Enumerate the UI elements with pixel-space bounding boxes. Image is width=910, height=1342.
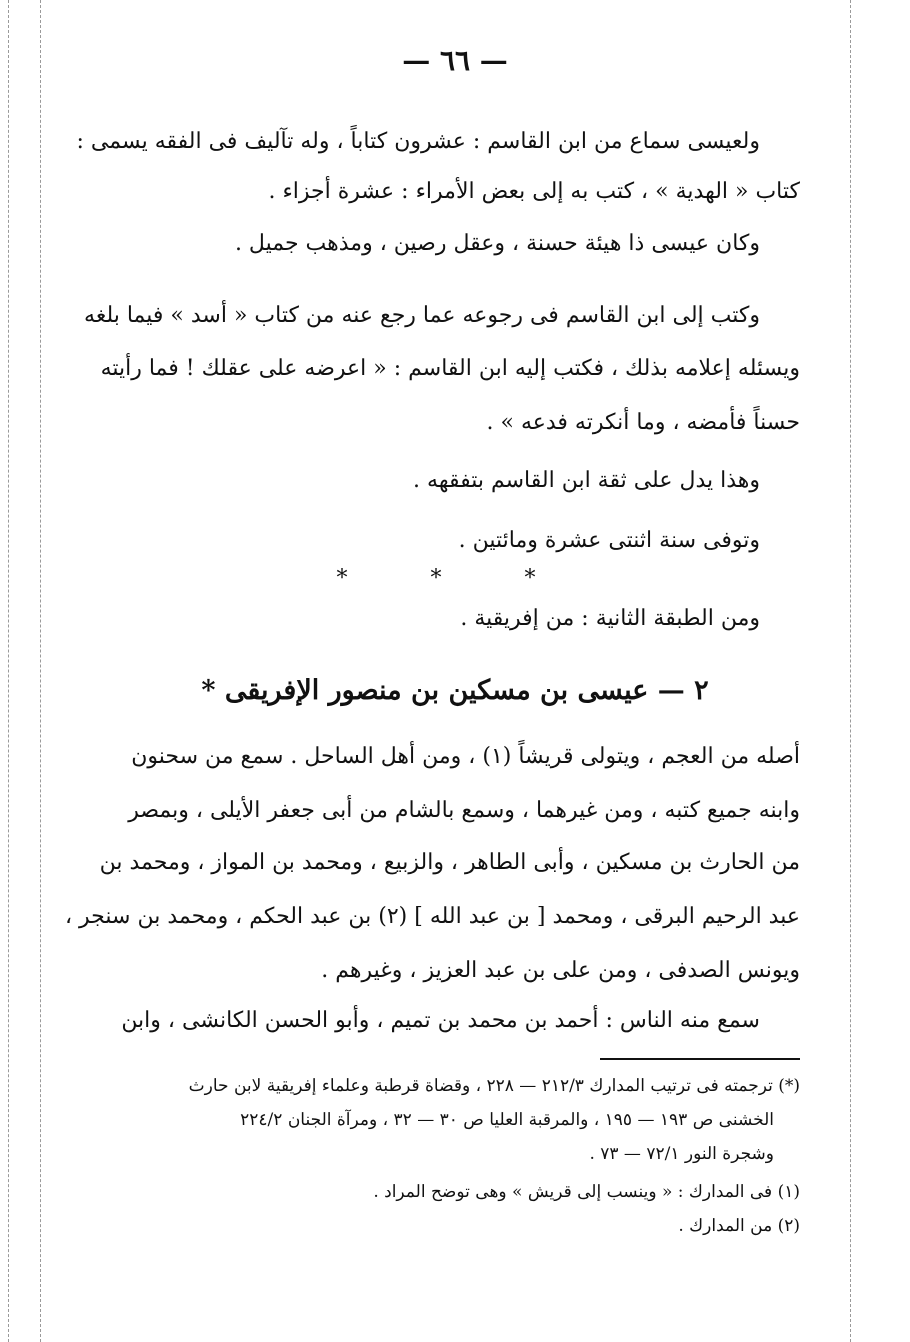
body-line: وابنه جميع كتبه ، ومن غيرهما ، وسمع بالشام من أبى جعفر الأيلى ، وبمصر: [128, 798, 800, 823]
binding-margin-line-right: [850, 0, 851, 1342]
text-line: وتوفى سنة اثنتى عشرة ومائتين .: [458, 528, 760, 553]
text-line: حسناً فأمضه ، وما أنكرته فدعه » .: [486, 410, 800, 435]
binding-margin-line-left: [8, 0, 9, 1342]
text-line: وهذا يدل على ثقة ابن القاسم بتفقهه .: [413, 468, 760, 493]
page-number: — ٦٦ —: [402, 44, 508, 77]
section-intro: ومن الطبقة الثانية : من إفريقية .: [460, 606, 760, 631]
footnote-line: (٢) من المدارك .: [678, 1216, 800, 1236]
body-line: من الحارث بن مسكين ، وأبى الطاهر ، والزبيع ، ومحمد بن المواز ، ومحمد بن: [99, 850, 800, 875]
biography-heading: ٢ — عيسى بن مسكين بن منصور الإفريقى *: [201, 675, 709, 706]
text-line: ولعيسى سماع من ابن القاسم : عشرون كتاباً ، وله تآليف فى الفقه يسمى :: [76, 129, 760, 154]
text-line: وكتب إلى ابن القاسم فى رجوعه عما رجع عنه من كتاب « أسد » فيما بلغه: [84, 303, 760, 328]
footnote-line: وشجرة النور ٧٢/١ — ٧٣ .: [589, 1144, 774, 1164]
footnote-line: (١) فى المدارك : « وينسب إلى قريش » وهى توضح المراد .: [373, 1182, 800, 1202]
body-line: ويونس الصدفى ، ومن على بن عبد العزيز ، وغيرهم .: [321, 958, 800, 983]
text-line: ويسئله إعلامه بذلك ، فكتب إليه ابن القاسم : « اعرضه على عقلك ! فما رأيته: [100, 356, 800, 381]
text-line: كتاب « الهدية » ، كتب به إلى بعض الأمراء : عشرة أجزاء .: [268, 179, 800, 204]
footnote-line: الخشنى ص ١٩٣ — ١٩٥ ، والمرقبة العليا ص ٣٠ — ٣٢ ، ومرآة الجنان ٢٢٤/٢: [240, 1110, 774, 1130]
footnote-divider: [600, 1058, 800, 1060]
footnote-line: (*) ترجمته فى ترتيب المدارك ٢١٢/٣ — ٢٢٨ ، وقضاة قرطبة وعلماء إفريقية لابن حارث: [188, 1076, 800, 1096]
text-line: وكان عيسى ذا هيئة حسنة ، وعقل رصين ، ومذهب جميل .: [234, 231, 760, 256]
body-line: سمع منه الناس : أحمد بن محمد بن تميم ، وأبو الحسن الكانشى ، وابن: [121, 1008, 760, 1033]
section-separator: * * *: [336, 566, 574, 591]
binding-margin-line-left-inner: [40, 0, 41, 1342]
body-line: أصله من العجم ، ويتولى قريشاً (١) ، ومن أهل الساحل . سمع من سحنون: [131, 744, 800, 769]
book-page: [64, 0, 800, 1342]
body-line: عبد الرحيم البرقى ، ومحمد [ بن عبد الله ] (٢) بن عبد الحكم ، ومحمد بن سنجر ،: [64, 904, 800, 929]
